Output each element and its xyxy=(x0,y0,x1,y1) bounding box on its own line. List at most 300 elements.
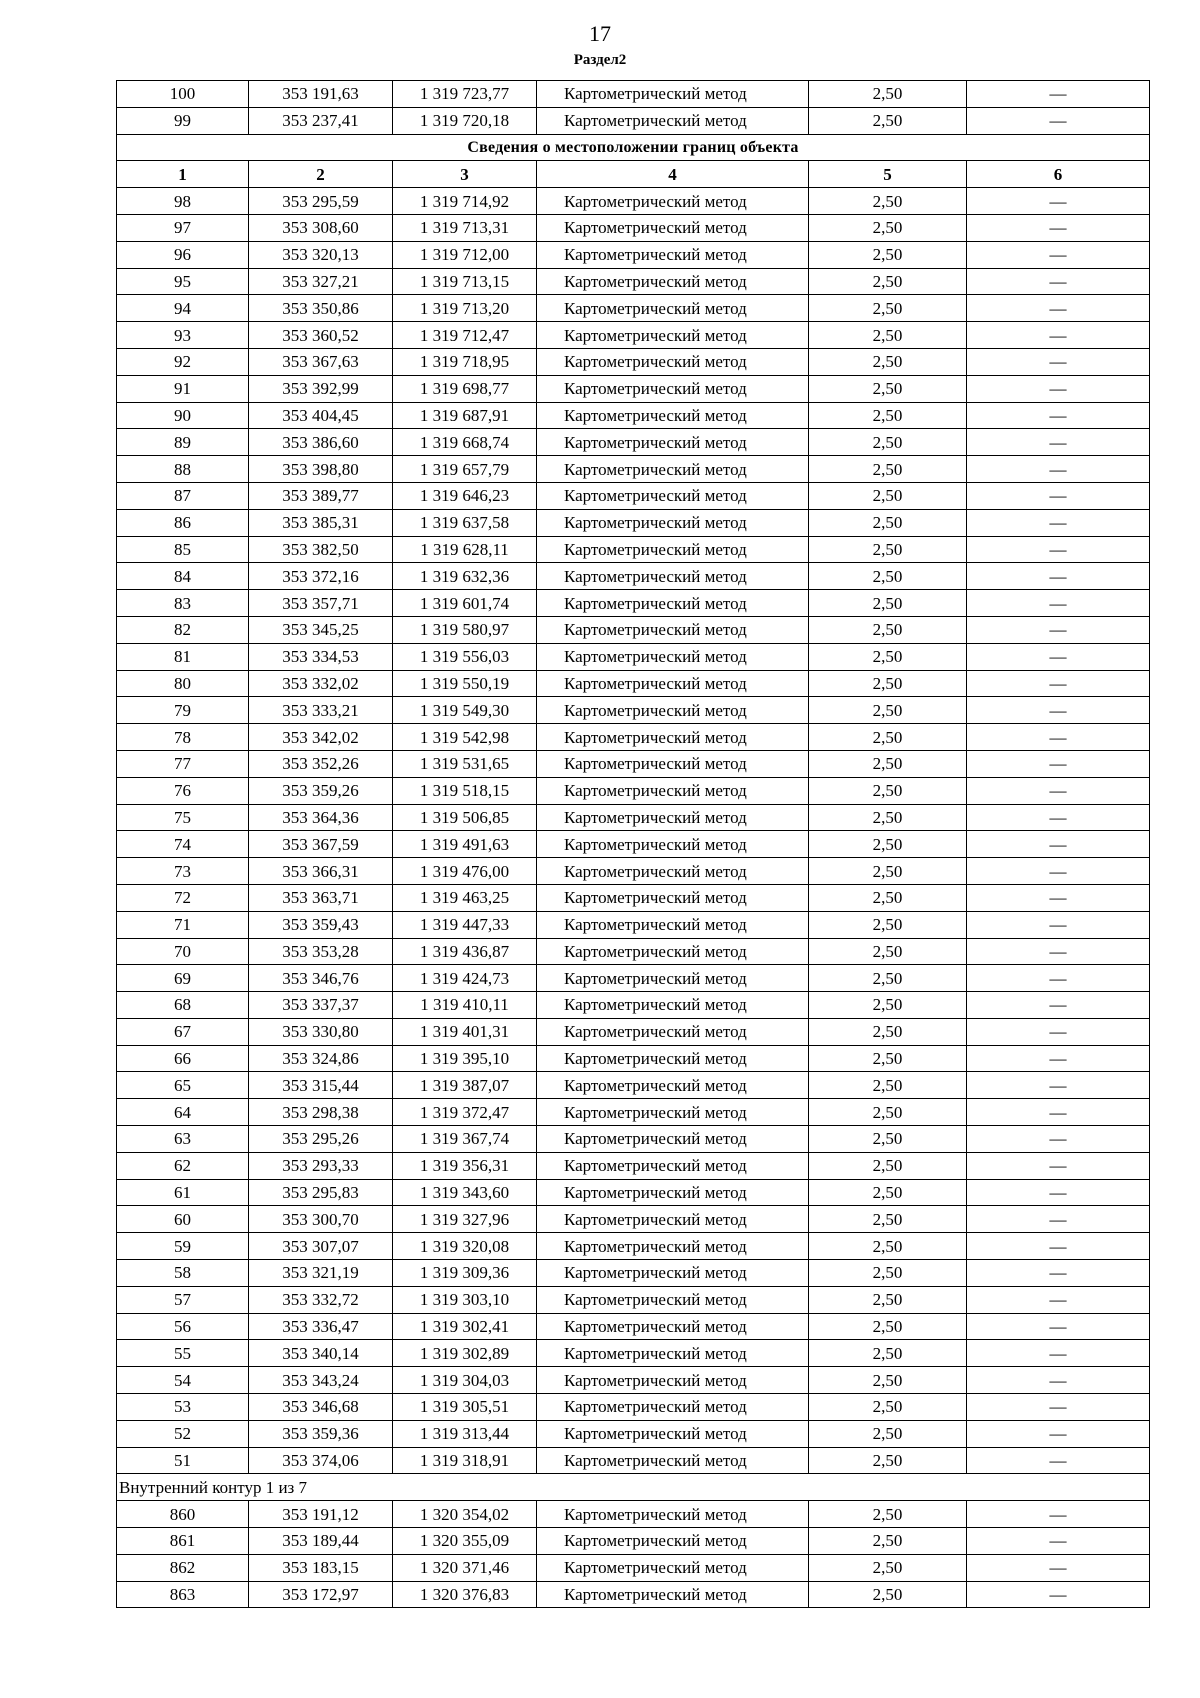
description-cell: — xyxy=(967,482,1150,509)
point-number-cell: 100 xyxy=(117,81,249,108)
method-cell: Картометрический метод xyxy=(537,1018,809,1045)
x-coordinate-cell: 353 386,60 xyxy=(249,429,393,456)
y-coordinate-cell: 1 319 549,30 xyxy=(393,697,537,724)
accuracy-cell: 2,50 xyxy=(809,188,967,215)
x-coordinate-cell: 353 372,16 xyxy=(249,563,393,590)
method-cell: Картометрический метод xyxy=(537,1286,809,1313)
accuracy-cell: 2,50 xyxy=(809,1072,967,1099)
description-cell: — xyxy=(967,348,1150,375)
y-coordinate-cell: 1 319 313,44 xyxy=(393,1420,537,1447)
method-cell: Картометрический метод xyxy=(537,911,809,938)
table-row xyxy=(117,1179,1150,1206)
y-coordinate-cell: 1 319 356,31 xyxy=(393,1152,537,1179)
method-cell: Картометрический метод xyxy=(537,1501,809,1528)
accuracy-cell: 2,50 xyxy=(809,81,967,108)
table-row xyxy=(117,643,1150,670)
point-number-cell: 863 xyxy=(117,1581,249,1608)
point-number-cell: 99 xyxy=(117,107,249,134)
x-coordinate-cell: 353 330,80 xyxy=(249,1018,393,1045)
y-coordinate-cell: 1 319 518,15 xyxy=(393,777,537,804)
point-number-cell: 57 xyxy=(117,1286,249,1313)
method-cell: Картометрический метод xyxy=(537,563,809,590)
y-coordinate-cell: 1 319 714,92 xyxy=(393,188,537,215)
column-number-cell: 6 xyxy=(967,161,1150,188)
point-number-cell: 53 xyxy=(117,1394,249,1421)
point-number-cell: 76 xyxy=(117,777,249,804)
x-coordinate-cell: 353 343,24 xyxy=(249,1367,393,1394)
y-coordinate-cell: 1 320 376,83 xyxy=(393,1581,537,1608)
x-coordinate-cell: 353 404,45 xyxy=(249,402,393,429)
description-cell: — xyxy=(967,965,1150,992)
x-coordinate-cell: 353 340,14 xyxy=(249,1340,393,1367)
x-coordinate-cell: 353 320,13 xyxy=(249,241,393,268)
point-number-cell: 61 xyxy=(117,1179,249,1206)
method-cell: Картометрический метод xyxy=(537,107,809,134)
x-coordinate-cell: 353 353,28 xyxy=(249,938,393,965)
column-number-cell: 4 xyxy=(537,161,809,188)
accuracy-cell: 2,50 xyxy=(809,590,967,617)
method-cell: Картометрический метод xyxy=(537,81,809,108)
table-row xyxy=(117,1501,1150,1528)
y-coordinate-cell: 1 319 687,91 xyxy=(393,402,537,429)
accuracy-cell: 2,50 xyxy=(809,1367,967,1394)
point-number-cell: 83 xyxy=(117,590,249,617)
x-coordinate-cell: 353 398,80 xyxy=(249,456,393,483)
table-row xyxy=(117,268,1150,295)
table-row xyxy=(117,1099,1150,1126)
table-row xyxy=(117,831,1150,858)
description-cell: — xyxy=(967,1260,1150,1287)
description-cell: — xyxy=(967,804,1150,831)
method-cell: Картометрический метод xyxy=(537,831,809,858)
x-coordinate-cell: 353 382,50 xyxy=(249,536,393,563)
table-row xyxy=(117,322,1150,349)
y-coordinate-cell: 1 319 303,10 xyxy=(393,1286,537,1313)
x-coordinate-cell: 353 357,71 xyxy=(249,590,393,617)
table-row xyxy=(117,804,1150,831)
table-row xyxy=(117,858,1150,885)
table-row xyxy=(117,402,1150,429)
description-cell: — xyxy=(967,1286,1150,1313)
point-number-cell: 69 xyxy=(117,965,249,992)
point-number-cell: 74 xyxy=(117,831,249,858)
column-number-cell: 2 xyxy=(249,161,393,188)
description-cell: — xyxy=(967,724,1150,751)
point-number-cell: 860 xyxy=(117,1501,249,1528)
point-number-cell: 95 xyxy=(117,268,249,295)
table-row xyxy=(117,1018,1150,1045)
accuracy-cell: 2,50 xyxy=(809,1018,967,1045)
x-coordinate-cell: 353 346,68 xyxy=(249,1394,393,1421)
y-coordinate-cell: 1 319 372,47 xyxy=(393,1099,537,1126)
description-cell: — xyxy=(967,402,1150,429)
description-cell: — xyxy=(967,1501,1150,1528)
table-row xyxy=(117,1206,1150,1233)
table-row xyxy=(117,295,1150,322)
accuracy-cell: 2,50 xyxy=(809,214,967,241)
accuracy-cell: 2,50 xyxy=(809,1126,967,1153)
point-number-cell: 98 xyxy=(117,188,249,215)
y-coordinate-cell: 1 319 401,31 xyxy=(393,1018,537,1045)
method-cell: Картометрический метод xyxy=(537,938,809,965)
accuracy-cell: 2,50 xyxy=(809,482,967,509)
x-coordinate-cell: 353 295,26 xyxy=(249,1126,393,1153)
table-heading: Сведения о местоположении границ объекта xyxy=(117,134,1150,161)
y-coordinate-cell: 1 319 713,15 xyxy=(393,268,537,295)
table-row xyxy=(117,107,1150,134)
description-cell: — xyxy=(967,1420,1150,1447)
description-cell: — xyxy=(967,643,1150,670)
y-coordinate-cell: 1 319 309,36 xyxy=(393,1260,537,1287)
description-cell: — xyxy=(967,322,1150,349)
inner-contour-label: Внутренний контур 1 из 7 xyxy=(117,1474,1150,1501)
y-coordinate-cell: 1 319 395,10 xyxy=(393,1045,537,1072)
x-coordinate-cell: 353 333,21 xyxy=(249,697,393,724)
point-number-cell: 861 xyxy=(117,1528,249,1555)
method-cell: Картометрический метод xyxy=(537,1233,809,1260)
x-coordinate-cell: 353 172,97 xyxy=(249,1581,393,1608)
description-cell: — xyxy=(967,214,1150,241)
accuracy-cell: 2,50 xyxy=(809,643,967,670)
method-cell: Картометрический метод xyxy=(537,509,809,536)
point-number-cell: 97 xyxy=(117,214,249,241)
accuracy-cell: 2,50 xyxy=(809,1152,967,1179)
method-cell: Картометрический метод xyxy=(537,429,809,456)
y-coordinate-cell: 1 319 302,89 xyxy=(393,1340,537,1367)
point-number-cell: 82 xyxy=(117,616,249,643)
accuracy-cell: 2,50 xyxy=(809,992,967,1019)
accuracy-cell: 2,50 xyxy=(809,858,967,885)
point-number-cell: 67 xyxy=(117,1018,249,1045)
accuracy-cell: 2,50 xyxy=(809,1528,967,1555)
x-coordinate-cell: 353 191,63 xyxy=(249,81,393,108)
accuracy-cell: 2,50 xyxy=(809,804,967,831)
description-cell: — xyxy=(967,1045,1150,1072)
accuracy-cell: 2,50 xyxy=(809,1099,967,1126)
point-number-cell: 72 xyxy=(117,884,249,911)
accuracy-cell: 2,50 xyxy=(809,697,967,724)
x-coordinate-cell: 353 191,12 xyxy=(249,1501,393,1528)
description-cell: — xyxy=(967,81,1150,108)
method-cell: Картометрический метод xyxy=(537,536,809,563)
y-coordinate-cell: 1 319 463,25 xyxy=(393,884,537,911)
table-row xyxy=(117,375,1150,402)
column-number-cell: 3 xyxy=(393,161,537,188)
point-number-cell: 54 xyxy=(117,1367,249,1394)
y-coordinate-cell: 1 319 580,97 xyxy=(393,616,537,643)
table-row xyxy=(117,1260,1150,1287)
description-cell: — xyxy=(967,750,1150,777)
method-cell: Картометрический метод xyxy=(537,214,809,241)
accuracy-cell: 2,50 xyxy=(809,456,967,483)
method-cell: Картометрический метод xyxy=(537,1045,809,1072)
y-coordinate-cell: 1 319 632,36 xyxy=(393,563,537,590)
accuracy-cell: 2,50 xyxy=(809,429,967,456)
method-cell: Картометрический метод xyxy=(537,884,809,911)
point-number-cell: 92 xyxy=(117,348,249,375)
table-row xyxy=(117,1313,1150,1340)
x-coordinate-cell: 353 324,86 xyxy=(249,1045,393,1072)
x-coordinate-cell: 353 385,31 xyxy=(249,509,393,536)
table-row xyxy=(117,616,1150,643)
y-coordinate-cell: 1 319 637,58 xyxy=(393,509,537,536)
x-coordinate-cell: 353 315,44 xyxy=(249,1072,393,1099)
x-coordinate-cell: 353 321,19 xyxy=(249,1260,393,1287)
table-heading-row xyxy=(117,134,1150,161)
description-cell: — xyxy=(967,188,1150,215)
table-row xyxy=(117,348,1150,375)
x-coordinate-cell: 353 237,41 xyxy=(249,107,393,134)
accuracy-cell: 2,50 xyxy=(809,241,967,268)
y-coordinate-cell: 1 320 355,09 xyxy=(393,1528,537,1555)
description-cell: — xyxy=(967,1313,1150,1340)
table-row xyxy=(117,938,1150,965)
point-number-cell: 85 xyxy=(117,536,249,563)
method-cell: Картометрический метод xyxy=(537,1581,809,1608)
method-cell: Картометрический метод xyxy=(537,1099,809,1126)
method-cell: Картометрический метод xyxy=(537,456,809,483)
point-number-cell: 84 xyxy=(117,563,249,590)
y-coordinate-cell: 1 319 305,51 xyxy=(393,1394,537,1421)
accuracy-cell: 2,50 xyxy=(809,1394,967,1421)
point-number-cell: 58 xyxy=(117,1260,249,1287)
y-coordinate-cell: 1 319 447,33 xyxy=(393,911,537,938)
x-coordinate-cell: 353 366,31 xyxy=(249,858,393,885)
point-number-cell: 81 xyxy=(117,643,249,670)
point-number-cell: 62 xyxy=(117,1152,249,1179)
point-number-cell: 59 xyxy=(117,1233,249,1260)
table-row xyxy=(117,1233,1150,1260)
y-coordinate-cell: 1 319 712,00 xyxy=(393,241,537,268)
method-cell: Картометрический метод xyxy=(537,1179,809,1206)
point-number-cell: 88 xyxy=(117,456,249,483)
x-coordinate-cell: 353 337,37 xyxy=(249,992,393,1019)
point-number-cell: 79 xyxy=(117,697,249,724)
table-row xyxy=(117,1528,1150,1555)
table-row xyxy=(117,1072,1150,1099)
x-coordinate-cell: 353 327,21 xyxy=(249,268,393,295)
table-row xyxy=(117,1447,1150,1474)
x-coordinate-cell: 353 350,86 xyxy=(249,295,393,322)
accuracy-cell: 2,50 xyxy=(809,911,967,938)
description-cell: — xyxy=(967,1554,1150,1581)
x-coordinate-cell: 353 359,36 xyxy=(249,1420,393,1447)
method-cell: Картометрический метод xyxy=(537,1528,809,1555)
point-number-cell: 52 xyxy=(117,1420,249,1447)
x-coordinate-cell: 353 300,70 xyxy=(249,1206,393,1233)
description-cell: — xyxy=(967,107,1150,134)
table-row xyxy=(117,724,1150,751)
y-coordinate-cell: 1 319 424,73 xyxy=(393,965,537,992)
accuracy-cell: 2,50 xyxy=(809,509,967,536)
y-coordinate-cell: 1 319 506,85 xyxy=(393,804,537,831)
description-cell: — xyxy=(967,1394,1150,1421)
description-cell: — xyxy=(967,536,1150,563)
table-row xyxy=(117,1581,1150,1608)
table-row xyxy=(117,241,1150,268)
point-number-cell: 75 xyxy=(117,804,249,831)
description-cell: — xyxy=(967,697,1150,724)
table-row xyxy=(117,670,1150,697)
accuracy-cell: 2,50 xyxy=(809,1340,967,1367)
y-coordinate-cell: 1 319 720,18 xyxy=(393,107,537,134)
point-number-cell: 68 xyxy=(117,992,249,1019)
table-row xyxy=(117,911,1150,938)
table-row xyxy=(117,1554,1150,1581)
table-row xyxy=(117,456,1150,483)
method-cell: Картометрический метод xyxy=(537,1206,809,1233)
table-row xyxy=(117,1420,1150,1447)
description-cell: — xyxy=(967,938,1150,965)
accuracy-cell: 2,50 xyxy=(809,831,967,858)
point-number-cell: 71 xyxy=(117,911,249,938)
y-coordinate-cell: 1 319 304,03 xyxy=(393,1367,537,1394)
description-cell: — xyxy=(967,884,1150,911)
point-number-cell: 55 xyxy=(117,1340,249,1367)
y-coordinate-cell: 1 319 343,60 xyxy=(393,1179,537,1206)
description-cell: — xyxy=(967,509,1150,536)
table-row xyxy=(117,884,1150,911)
accuracy-cell: 2,50 xyxy=(809,670,967,697)
description-cell: — xyxy=(967,992,1150,1019)
section-title: Раздел2 xyxy=(573,52,627,68)
x-coordinate-cell: 353 374,06 xyxy=(249,1447,393,1474)
accuracy-cell: 2,50 xyxy=(809,965,967,992)
description-cell: — xyxy=(967,590,1150,617)
y-coordinate-cell: 1 319 601,74 xyxy=(393,590,537,617)
accuracy-cell: 2,50 xyxy=(809,322,967,349)
accuracy-cell: 2,50 xyxy=(809,938,967,965)
description-cell: — xyxy=(967,241,1150,268)
accuracy-cell: 2,50 xyxy=(809,1260,967,1287)
y-coordinate-cell: 1 319 320,08 xyxy=(393,1233,537,1260)
column-number-row xyxy=(117,161,1150,188)
description-cell: — xyxy=(967,429,1150,456)
method-cell: Картометрический метод xyxy=(537,1367,809,1394)
x-coordinate-cell: 353 360,52 xyxy=(249,322,393,349)
table-row xyxy=(117,965,1150,992)
description-cell: — xyxy=(967,563,1150,590)
table-row xyxy=(117,81,1150,108)
x-coordinate-cell: 353 345,25 xyxy=(249,616,393,643)
method-cell: Картометрический метод xyxy=(537,965,809,992)
table-row xyxy=(117,214,1150,241)
point-number-cell: 63 xyxy=(117,1126,249,1153)
point-number-cell: 94 xyxy=(117,295,249,322)
point-number-cell: 66 xyxy=(117,1045,249,1072)
point-number-cell: 64 xyxy=(117,1099,249,1126)
y-coordinate-cell: 1 319 302,41 xyxy=(393,1313,537,1340)
method-cell: Картометрический метод xyxy=(537,482,809,509)
accuracy-cell: 2,50 xyxy=(809,1581,967,1608)
method-cell: Картометрический метод xyxy=(537,375,809,402)
x-coordinate-cell: 353 332,72 xyxy=(249,1286,393,1313)
x-coordinate-cell: 353 359,26 xyxy=(249,777,393,804)
accuracy-cell: 2,50 xyxy=(809,1179,967,1206)
y-coordinate-cell: 1 319 318,91 xyxy=(393,1447,537,1474)
point-number-cell: 51 xyxy=(117,1447,249,1474)
description-cell: — xyxy=(967,616,1150,643)
y-coordinate-cell: 1 319 698,77 xyxy=(393,375,537,402)
point-number-cell: 93 xyxy=(117,322,249,349)
accuracy-cell: 2,50 xyxy=(809,563,967,590)
description-cell: — xyxy=(967,1581,1150,1608)
y-coordinate-cell: 1 320 354,02 xyxy=(393,1501,537,1528)
method-cell: Картометрический метод xyxy=(537,1260,809,1287)
x-coordinate-cell: 353 183,15 xyxy=(249,1554,393,1581)
description-cell: — xyxy=(967,858,1150,885)
point-number-cell: 91 xyxy=(117,375,249,402)
method-cell: Картометрический метод xyxy=(537,1152,809,1179)
table-row xyxy=(117,590,1150,617)
x-coordinate-cell: 353 308,60 xyxy=(249,214,393,241)
y-coordinate-cell: 1 319 712,47 xyxy=(393,322,537,349)
accuracy-cell: 2,50 xyxy=(809,616,967,643)
table-row xyxy=(117,563,1150,590)
method-cell: Картометрический метод xyxy=(537,1554,809,1581)
method-cell: Картометрический метод xyxy=(537,697,809,724)
table-row xyxy=(117,536,1150,563)
y-coordinate-cell: 1 319 646,23 xyxy=(393,482,537,509)
accuracy-cell: 2,50 xyxy=(809,750,967,777)
method-cell: Картометрический метод xyxy=(537,1313,809,1340)
y-coordinate-cell: 1 319 628,11 xyxy=(393,536,537,563)
accuracy-cell: 2,50 xyxy=(809,1420,967,1447)
accuracy-cell: 2,50 xyxy=(809,1313,967,1340)
method-cell: Картометрический метод xyxy=(537,670,809,697)
point-number-cell: 89 xyxy=(117,429,249,456)
method-cell: Картометрический метод xyxy=(537,750,809,777)
point-number-cell: 77 xyxy=(117,750,249,777)
method-cell: Картометрический метод xyxy=(537,724,809,751)
x-coordinate-cell: 353 364,36 xyxy=(249,804,393,831)
x-coordinate-cell: 353 189,44 xyxy=(249,1528,393,1555)
y-coordinate-cell: 1 319 713,20 xyxy=(393,295,537,322)
accuracy-cell: 2,50 xyxy=(809,268,967,295)
method-cell: Картометрический метод xyxy=(537,295,809,322)
accuracy-cell: 2,50 xyxy=(809,1233,967,1260)
description-cell: — xyxy=(967,375,1150,402)
column-number-cell: 5 xyxy=(809,161,967,188)
description-cell: — xyxy=(967,1072,1150,1099)
description-cell: — xyxy=(967,295,1150,322)
description-cell: — xyxy=(967,1340,1150,1367)
y-coordinate-cell: 1 319 367,74 xyxy=(393,1126,537,1153)
table-row xyxy=(117,1126,1150,1153)
point-number-cell: 862 xyxy=(117,1554,249,1581)
point-number-cell: 73 xyxy=(117,858,249,885)
x-coordinate-cell: 353 367,59 xyxy=(249,831,393,858)
accuracy-cell: 2,50 xyxy=(809,402,967,429)
description-cell: — xyxy=(967,831,1150,858)
table-row xyxy=(117,697,1150,724)
table-row xyxy=(117,509,1150,536)
y-coordinate-cell: 1 319 713,31 xyxy=(393,214,537,241)
method-cell: Картометрический метод xyxy=(537,804,809,831)
description-cell: — xyxy=(967,456,1150,483)
method-cell: Картометрический метод xyxy=(537,402,809,429)
table-row xyxy=(117,1152,1150,1179)
description-cell: — xyxy=(967,911,1150,938)
y-coordinate-cell: 1 319 436,87 xyxy=(393,938,537,965)
y-coordinate-cell: 1 319 327,96 xyxy=(393,1206,537,1233)
method-cell: Картометрический метод xyxy=(537,1420,809,1447)
x-coordinate-cell: 353 332,02 xyxy=(249,670,393,697)
inner-contour-row xyxy=(117,1474,1150,1501)
point-number-cell: 60 xyxy=(117,1206,249,1233)
description-cell: — xyxy=(967,268,1150,295)
x-coordinate-cell: 353 295,59 xyxy=(249,188,393,215)
